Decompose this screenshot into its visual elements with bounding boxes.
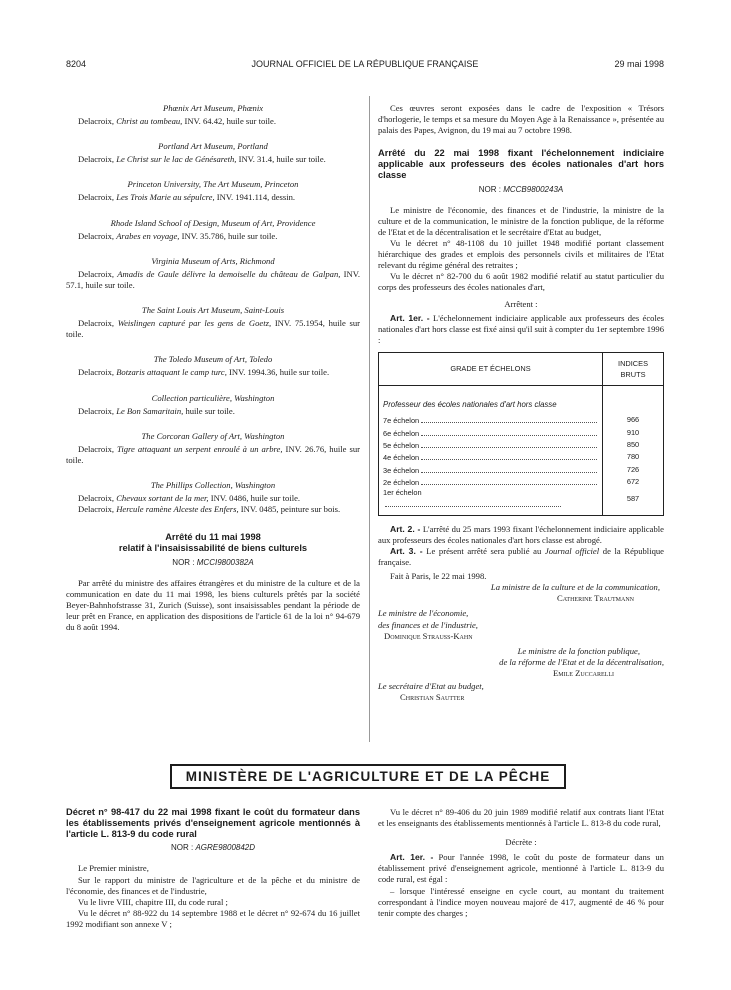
artist: Delacroix, [78, 443, 115, 454]
article-1 [378, 852, 664, 885]
nor-code: AGRE9800842D [195, 843, 256, 853]
artwork-line [66, 192, 360, 203]
artwork-entry [66, 480, 360, 515]
artwork-entry [66, 354, 360, 378]
echelon-label: 6e échelon [383, 428, 420, 438]
echelon-cell [379, 439, 603, 451]
bullet-item: – lorsque l'intéressé enseigne en cycle court, au montant du traitement correspondant à l'indice moyen nouveau majoré de 417, augmenté de 46 % pour tenir compte des charges ; [378, 885, 664, 918]
artwork-details: INV. 1994.36, huile sur toile. [229, 367, 330, 378]
artist: Delacroix, [78, 493, 115, 504]
museum-name: The Toledo Museum of Art, Toledo [153, 354, 273, 365]
nor-label: NOR : [172, 557, 195, 567]
artwork-list [66, 103, 360, 466]
arrete-section [66, 532, 360, 633]
signatory-name: Christian Sautter [400, 692, 465, 703]
artwork-line [66, 406, 360, 417]
column-header: INDICES BRUTS [603, 352, 664, 385]
decret-right [378, 807, 664, 919]
article-text: Le présent arrêté sera publié au [426, 545, 542, 556]
artwork-details: INV. 75.1954, huile sur toile. [66, 318, 360, 340]
visa: Vu le décret n° 48-1108 du 10 juillet 1948 modifié portant classement hiérarchique des grades et emplois des personnels civils et militaires de l'Etat relevant du régime général des retraites ; [378, 238, 664, 271]
artwork-line [66, 116, 360, 127]
arrete-section [378, 148, 664, 703]
page-number: 8204 [66, 59, 87, 69]
ministry-banner: MINISTÈRE DE L'AGRICULTURE ET DE LA PÊCHE [170, 764, 566, 789]
echelon-label: 1er échelon [383, 488, 422, 498]
decrete: Décrète : [505, 837, 537, 848]
article-text: Pour l'année 1998, le coût du poste de formateur dans un établissement privé d'enseignement agricole, mentionné à l'article L. 813-9 du code rural, est égal : [378, 852, 664, 885]
signatory-name: Catherine Trautmann [557, 593, 634, 604]
signature-date: Fait à Paris, le 22 mai 1998. [390, 571, 487, 582]
table-row [379, 476, 664, 488]
artwork-title: Hercule ramène Alceste des Enfers, [116, 504, 239, 515]
artwork-details: INV. 35.786, huile sur toile. [181, 230, 278, 241]
artwork-line [66, 269, 360, 291]
table-row [379, 414, 664, 426]
artist: Delacroix, [78, 367, 115, 378]
table-row [379, 464, 664, 476]
column-header: GRADE ET ÉCHELONS [379, 352, 603, 385]
grade-table [378, 352, 664, 516]
artist: Delacroix, [78, 504, 115, 515]
echelon-label: 3e échelon [383, 465, 420, 475]
nor-label: NOR : [478, 184, 501, 194]
echelon-cell [379, 414, 603, 426]
artwork-title: Weislingen capturé par les gens de Goetz, [117, 318, 272, 329]
leader-dots [421, 439, 597, 448]
echelon-label: 7e échelon [383, 416, 420, 426]
journal-name: Journal officiel [544, 545, 600, 556]
artwork-details: INV. 57.1, huile sur toile. [66, 268, 360, 290]
artwork-line [66, 367, 360, 378]
visa: Vu le décret n° 89-406 du 20 juin 1989 modifié relatif aux contrats liant l'Etat et les enseignants des établissements mentionnés à l'article L. 813-8 du code rural, [378, 807, 664, 829]
arrete-subtitle: relatif à l'insaisissabilité de biens culturels [118, 543, 308, 554]
indice-cell: 850 [626, 439, 640, 449]
artwork-line [66, 231, 360, 242]
artwork-details: INV. 0486, huile sur toile. [210, 493, 301, 504]
decret-title: Décret n° 98-417 du 22 mai 1998 fixant le coût du formateur dans les établissements privés d'enseignement agricole mentionnés à l'article L. 813-9 du code rural [66, 807, 360, 839]
leader-dots [421, 414, 597, 423]
artwork-title: Christ au tombeau, [116, 116, 183, 127]
nor-label: NOR : [170, 843, 194, 853]
article-label: Art. 2. - [390, 523, 421, 534]
artist: Delacroix, [78, 154, 115, 165]
artwork-details: INV. 26.76, huile sur toile. [66, 443, 360, 465]
indice-cell: 587 [626, 494, 640, 504]
artwork-entry [66, 218, 360, 242]
artwork-line [66, 493, 360, 504]
indice-cell: 910 [626, 427, 640, 437]
artwork-title: Chevaux sortant de la mer, [116, 493, 209, 504]
echelon-cell [379, 488, 603, 515]
article-label: Art. 3. - [390, 545, 423, 556]
signatory-role: Le ministre de la fonction publique, [517, 645, 640, 656]
visa: Vu le décret n° 88-922 du 14 septembre 1988 et le décret n° 92-674 du 16 juillet 1992 modifiant son annexe V ; [66, 907, 360, 929]
article-label: Art. 1er. - [390, 852, 434, 863]
nor-reference [378, 184, 664, 195]
museum-name: Portland Art Museum, Portland [158, 141, 268, 152]
artwork-entry [66, 141, 360, 165]
artwork-details: INV. 64.42, huile sur toile. [184, 116, 276, 127]
museum-name: The Saint Louis Art Museum, Saint-Louis [141, 305, 285, 316]
nor-code: MCCB9800243A [503, 184, 564, 194]
museum-name: Phœnix Art Museum, Phœnix [162, 103, 264, 113]
indice-cell: 780 [626, 452, 640, 462]
artwork-line [66, 318, 360, 340]
left-column [66, 103, 360, 633]
table-row [379, 451, 664, 463]
right-column [378, 103, 664, 703]
article-label: Art. 1er. - [390, 312, 430, 323]
museum-name: Rhode Island School of Design, Museum of Art, Providence [110, 217, 316, 228]
museum-name: Virginia Museum of Arts, Richmond [151, 255, 275, 266]
article-2 [378, 524, 664, 546]
artwork-title: Les Trois Marie au sépulcre, [116, 192, 215, 203]
echelon-cell [379, 464, 603, 476]
artwork-entry [66, 256, 360, 291]
page-header [66, 59, 664, 73]
artist: Delacroix, [78, 268, 115, 279]
signatory-role: Le secrétaire d'Etat au budget, [378, 680, 484, 691]
nor-reference [66, 842, 360, 853]
preamble: Le ministre de l'économie, des finances et de l'industrie, la ministre de la culture et de la communication, le ministre de la fonction publique, de la réforme de l'Etat et de la décentralisation et le secrétaire d'Etat au budget, [378, 204, 664, 237]
artwork-title: Tigre attaquant un serpent enroulé à un arbre, [117, 443, 283, 454]
leader-dots [421, 451, 597, 460]
museum-name: Princeton University, The Art Museum, Princeton [127, 179, 299, 190]
echelon-label: 2e échelon [383, 477, 420, 487]
artwork-details: INV. 1941.114, dessin. [216, 192, 296, 203]
visa: Vu le livre VIII, chapitre III, du code rural ; [78, 896, 228, 907]
artwork-line [66, 504, 360, 515]
preamble: Le Premier ministre, [78, 863, 149, 874]
leader-dots [421, 464, 597, 473]
indice-cell: 672 [626, 476, 640, 486]
artwork-line [66, 444, 360, 466]
column-divider [369, 96, 370, 742]
visa: Vu le décret n° 82-700 du 6 août 1982 modifié relatif au statut particulier du corps des professeurs des écoles nationales d'art, [378, 271, 664, 293]
museum-name: Collection particulière, Washington [151, 392, 275, 403]
artwork-entry [66, 179, 360, 203]
signatory-role: des finances et de l'industrie, [378, 619, 478, 630]
arrete-title: Arrêté du 22 mai 1998 fixant l'échelonnement indiciaire applicable aux professeurs des écoles nationales d'art hors classe [378, 148, 664, 180]
artist: Delacroix, [78, 116, 115, 127]
artist: Delacroix, [78, 318, 115, 329]
artwork-entry [66, 305, 360, 340]
journal-title: JOURNAL OFFICIEL DE LA RÉPUBLIQUE FRANÇAISE [251, 59, 479, 69]
artist: Delacroix, [78, 230, 115, 241]
table-subheader: Professeur des écoles nationales d'art hors classe [379, 386, 603, 415]
artwork-title: Arabes en voyage, [116, 230, 180, 241]
artwork-title: Le Bon Samaritain, [116, 405, 184, 416]
leader-dots [385, 498, 561, 507]
artwork-title: Le Christ sur le lac de Génésareth, [116, 154, 237, 165]
article-text: L'échelonnement indiciaire applicable aux professeurs des écoles nationales d'art hors classe est fixé ainsi qu'il suit à compter du 1er septembre 1996 : [378, 312, 664, 345]
indice-cell: 966 [626, 415, 640, 425]
article-text: de la République française. [378, 545, 664, 568]
artist: Delacroix, [78, 405, 115, 416]
leader-dots [421, 427, 597, 436]
signatory-role: La ministre de la culture et de la communication, [490, 582, 660, 593]
table-row [379, 488, 664, 515]
artwork-details: INV. 31.4, huile sur toile. [238, 154, 326, 165]
artwork-details: huile sur toile. [185, 405, 235, 416]
table-row [379, 439, 664, 451]
museum-name: The Corcoran Gallery of Art, Washington [141, 430, 285, 441]
artwork-title: Amadis de Gaule délivre la demoiselle du château de Galpan, [117, 268, 341, 279]
museum-name: The Phillips Collection, Washington [150, 479, 276, 490]
article-text: L'arrêté du 25 mars 1993 fixant l'échelonnement indiciaire applicable aux professeurs des écoles nationales d'art hors classe est abrogé. [378, 523, 664, 545]
indice-cell: 726 [626, 464, 640, 474]
echelon-cell [379, 427, 603, 439]
signatory-role: de la réforme de l'Etat et de la décentralisation, [499, 656, 664, 667]
issue-date: 29 mai 1998 [614, 59, 664, 69]
arrete-body: Par arrêté du ministre des affaires étrangères et du ministre de la culture et de la communication en date du 11 mai 1998, les biens culturels prêtés par la société Beyer-Bahnhofstrasse 31, Zurich (Suisse), sont insaisissables pendant la période de leur prêt en France, en application des dispositions de l'article 61 de la loi n° 94-679 du 8 août 1994. [66, 577, 360, 633]
visa: Sur le rapport du ministre de l'agriculture et de la pêche et du ministre de l'économie, des finances et de l'industrie, [66, 874, 360, 896]
echelon-label: 4e échelon [383, 453, 420, 463]
artwork-entry [66, 431, 360, 466]
echelon-cell [379, 476, 603, 488]
echelon-cell [379, 451, 603, 463]
article-3 [378, 546, 664, 568]
nor-reference [66, 557, 360, 568]
arrete-title: Arrêté du 11 mai 1998 [165, 532, 261, 543]
artwork-title: Botzaris attaquant le camp turc, [116, 367, 227, 378]
table-row [379, 427, 664, 439]
artwork-entry [66, 103, 360, 127]
signatory-role: Le ministre de l'économie, [378, 608, 469, 619]
signatory-name: Emile Zuccarelli [553, 667, 614, 678]
signatory-name: Dominique Strauss-Kahn [384, 630, 473, 641]
leader-dots [421, 476, 597, 485]
artwork-details: INV. 0485, peinture sur bois. [240, 504, 341, 515]
echelon-label: 5e échelon [383, 440, 420, 450]
decret-left [66, 807, 360, 930]
article-1 [378, 313, 664, 346]
arretent: Arrêtent : [504, 298, 538, 309]
artist: Delacroix, [78, 192, 115, 203]
artwork-entry [66, 393, 360, 417]
nor-code: MCCI9800382A [196, 557, 254, 567]
artwork-line [66, 154, 360, 165]
exhibition-note: Ces œuvres seront exposées dans le cadre de l'exposition « Trésors d'horlogerie, le temps et sa mesure du Moyen Age à la Renaissance », présentée au palais des Papes, Avignon, du 19 mai au 7 octobre 1998. [378, 103, 664, 136]
